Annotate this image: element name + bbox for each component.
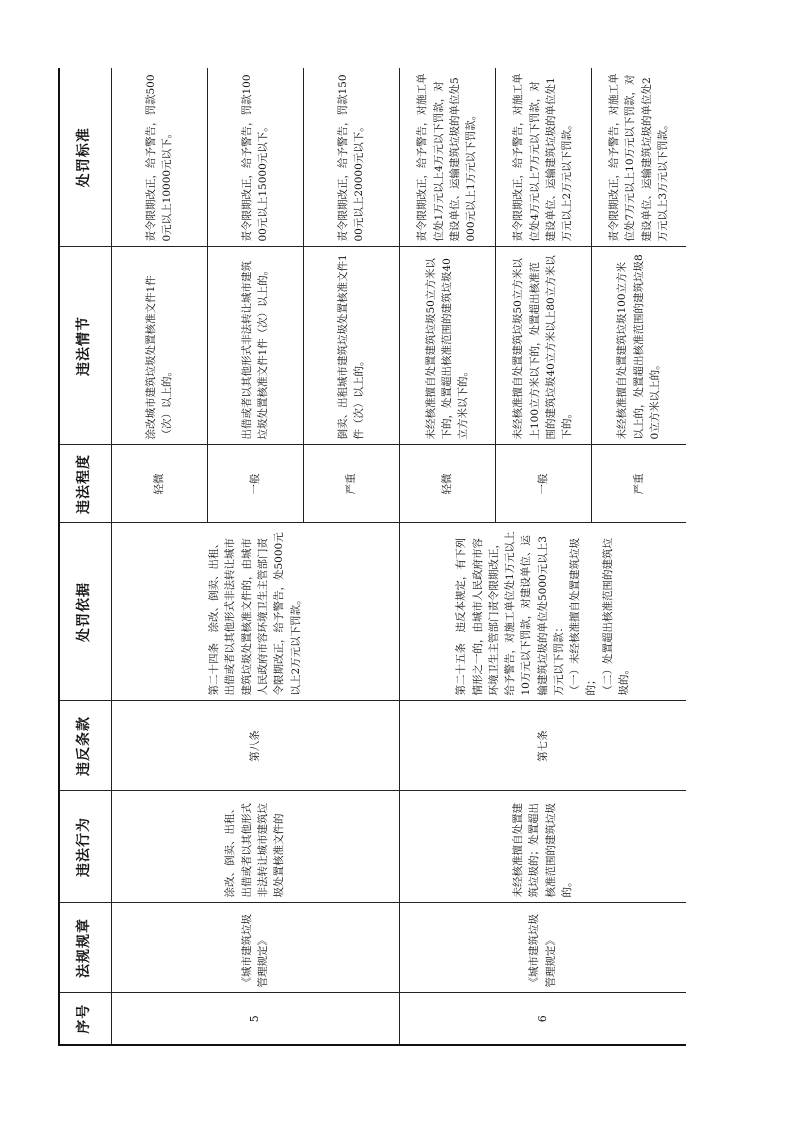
header-violation-act: 违法行为: [59, 791, 111, 903]
penalty-basis: 第二十四条 涂改、倒卖、出租、出借或者以其他形式非法转让城市建筑垃圾处置核准文件的，由城市人民政府市容环境卫生主管部门责令限期改正，给予警告，处5000元以上2万元以下罚款。: [111, 523, 399, 701]
degree-cell: 一般: [207, 445, 303, 523]
law-name: 《城市建筑垃圾管理规定》: [111, 903, 399, 993]
violation-act: 涂改、倒卖、出租、出借或者以其他形式非法转让城市建筑垃圾处置核准文件的: [111, 791, 399, 903]
table-header-row: [59, 68, 111, 1045]
serial-no-6: 6: [399, 993, 686, 1045]
violated-clause: 第七条: [399, 701, 686, 791]
penalty-cell: 责令限期改正，给予警告，罚款5000元以上10000元以下。: [111, 68, 207, 247]
penalty-cell: 责令限期改正，给予警告，对施工单位处7万元以上10万元以下罚款，对建设单位、运输建筑垃圾的单位处2万元以上3万元以下罚款。: [591, 68, 686, 247]
plot-cell: 未经核准擅自处置建筑垃圾50立方米以下的，处置超出核准范围的建筑垃圾40立方米以下的。: [399, 247, 495, 445]
penalty-cell: 责令限期改正，给予警告，罚款15000元以上20000元以下。: [303, 68, 399, 247]
degree-cell: 一般: [495, 445, 591, 523]
degree-cell: 轻微: [111, 445, 207, 523]
degree-cell: 严重: [303, 445, 399, 523]
degree-cell: 轻微: [399, 445, 495, 523]
serial-no-5: 5: [111, 993, 399, 1045]
violation-act: 未经核准擅自处置建筑垃圾的；处置超出核准范围的建筑垃圾的。: [399, 791, 686, 903]
penalty-table: [58, 68, 686, 1046]
penalty-cell: 责令限期改正，给予警告，罚款10000元以上15000元以下。: [207, 68, 303, 247]
law-name: 《城市建筑垃圾管理规定》: [399, 903, 686, 993]
penalty-cell: 责令限期改正，给予警告，对施工单位处1万元以上4万元以下罚款，对建设单位、运输建筑垃圾的单位处5000元以上1万元以下罚款。: [399, 68, 495, 247]
penalty-basis-item-2: （二）处置超出核准范围的建筑垃圾的。: [601, 538, 630, 696]
header-penalty-basis: 处罚依据: [59, 523, 111, 701]
penalty-basis-main: 第二十五条 违反本规定，有下列情形之一的，由城市人民政府市容环境卫生主管部门责令限期改正，给予警告，对施工单位处1万元以上10万元以下罚款，对建设单位、运输建筑垃圾的单位处5000元以上3万元以下罚款：: [455, 531, 565, 696]
rotated-page-frame: [58, 68, 686, 1046]
plot-cell: 出借或者以其他形式非法转让城市建筑垃圾处置核准文件1件（次）以上的。: [207, 247, 303, 445]
header-violation-degree: 违法程度: [59, 445, 111, 523]
plot-cell: 涂改城市建筑垃圾处置核准文件1件（次）以上的。: [111, 247, 207, 445]
penalty-basis: [399, 523, 686, 701]
plot-cell: 未经核准擅自处置建筑垃圾50立方米以上100立方米以下的，处置超出核准范围的建筑垃圾40立方米以上80立方米以下的。: [495, 247, 591, 445]
header-penalty-standard: 处罚标准: [59, 68, 111, 247]
header-violation-plot: 违法情节: [59, 247, 111, 445]
table-row: [399, 68, 495, 1045]
penalty-basis-item-1: （一）未经核准擅自处置建筑垃圾的；: [569, 538, 598, 696]
header-law: 法规规章: [59, 903, 111, 993]
plot-cell: 未经核准擅自处置建筑垃圾100立方米以上的，处置超出核准范围的建筑垃圾80立方米以上的。: [591, 247, 686, 445]
penalty-cell: 责令限期改正，给予警告，对施工单位处4万元以上7万元以下罚款，对建设单位、运输建筑垃圾的单位处1万元以上2万元以下罚款。: [495, 68, 591, 247]
violated-clause: 第八条: [111, 701, 399, 791]
penalty-standard-sheet: [58, 68, 686, 1046]
plot-cell: 倒卖、出租城市建筑垃圾处置核准文件1件（次）以上的。: [303, 247, 399, 445]
header-serial-no: 序号: [59, 993, 111, 1045]
degree-cell: 严重: [591, 445, 686, 523]
table-row: [111, 68, 207, 1045]
header-violated-clause: 违反条款: [59, 701, 111, 791]
